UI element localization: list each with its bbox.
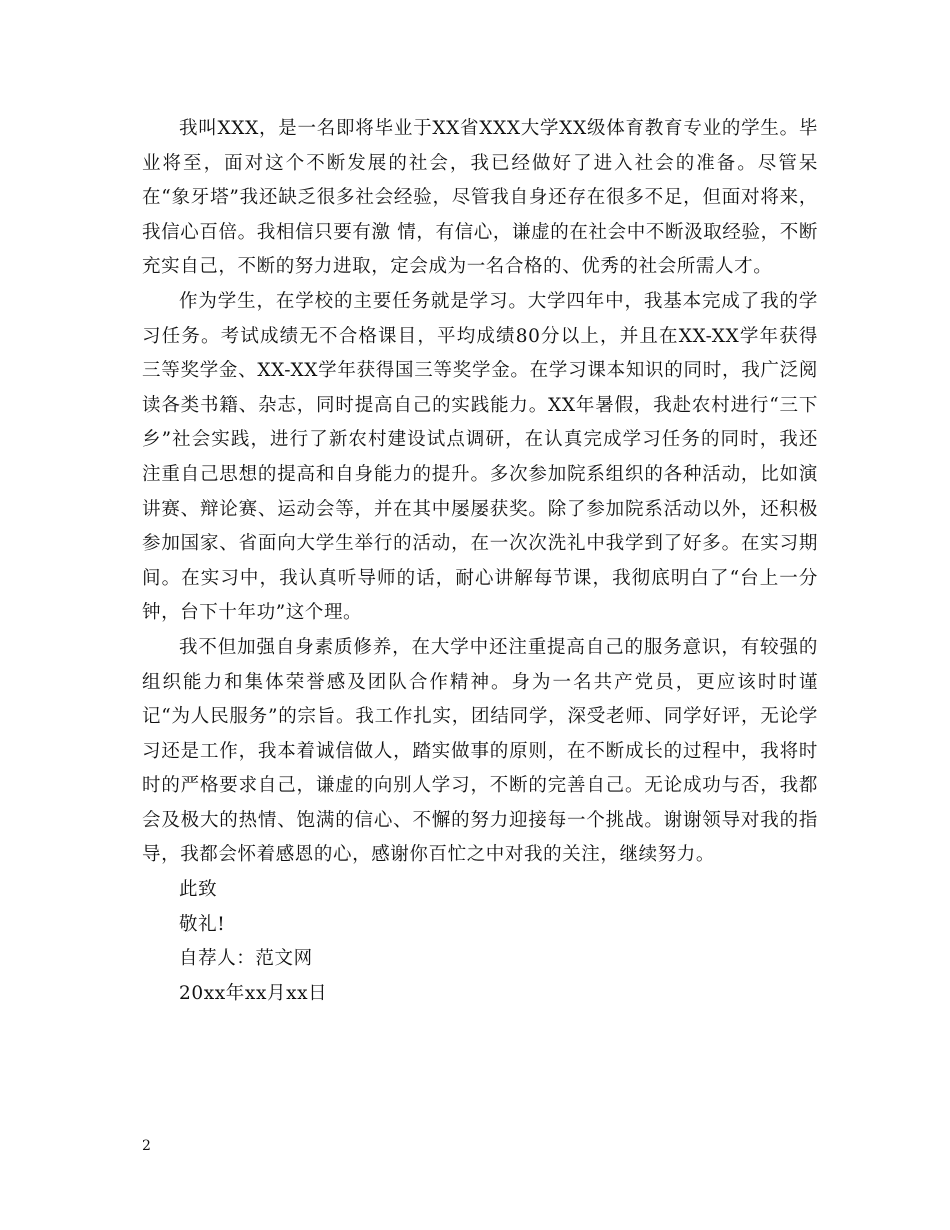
signature-line: 自荐人：范文网 — [179, 948, 313, 970]
closing-salutation-1: 此致 — [179, 879, 218, 901]
document-body — [142, 112, 818, 1011]
date-line: 20xx年xx月xx日 — [179, 982, 328, 1004]
paragraph-study: 作为学生，在学校的主要任务就是学习。大学四年中，我基本完成了我的学习任务。考试成绩无不合格课目，平均成绩80分以上，并且在XX-XX学年获得三等奖学金、XX-XX学年获得国三等奖学金。在学习课本知识的同时，我广泛阅读各类书籍、杂志，同时提高自己的实践能力。XX年暑假，我赴农村进行“三下乡”社会实践，进行了新农村建设试点调研，在认真完成学习任务的同时，我还注重自己思想的提高和自身能力的提升。多次参加院系组织的各种活动，比如演讲赛、辩论赛、运动会等，并在其中屡屡获奖。除了参加院系活动以外，还积极参加国家、省面向大学生举行的活动，在一次次洗礼中我学到了好多。在实习期间。在实习中，我认真听导师的话，耐心讲解每节课，我彻底明白了“台上一分钟，台下十年功”这个理。 — [142, 290, 818, 624]
page-number: 2 — [142, 1138, 151, 1154]
closing-salutation-2: 敬礼! — [179, 913, 226, 935]
paragraph-qualities: 我不但加强自身素质修养，在大学中还注重提高自己的服务意识，有较强的组织能力和集体荣誉感及团队合作精神。身为一名共产党员，更应该时时谨记“为人民服务”的宗旨。我工作扎实，团结同学，深受老师、同学好评，无论学习还是工作，我本着诚信做人，踏实做事的原则，在不断成长的过程中，我将时时的严格要求自己，谦虚的向别人学习，不断的完善自己。无论成功与否，我都会及极大的热情、饱满的信心、不懈的努力迎接每一个挑战。谢谢领导对我的指导，我都会怀着感恩的心，感谢你百忙之中对我的关注，继续努力。 — [142, 636, 818, 866]
paragraph-introduction: 我叫XXX，是一名即将毕业于XX省XXX大学XX级体育教育专业的学生。毕业将至，面对这个不断发展的社会，我已经做好了进入社会的准备。尽管呆在“象牙塔”我还缺乏很多社会经验，尽管我自身还存在很多不足，但面对将来，我信心百倍。我相信只要有激 情，有信心，谦虚的在社会中不断汲取经验，不断充实自己，不断的努力进取，定会成为一名合格的、优秀的社会所需人才。 — [142, 118, 818, 278]
